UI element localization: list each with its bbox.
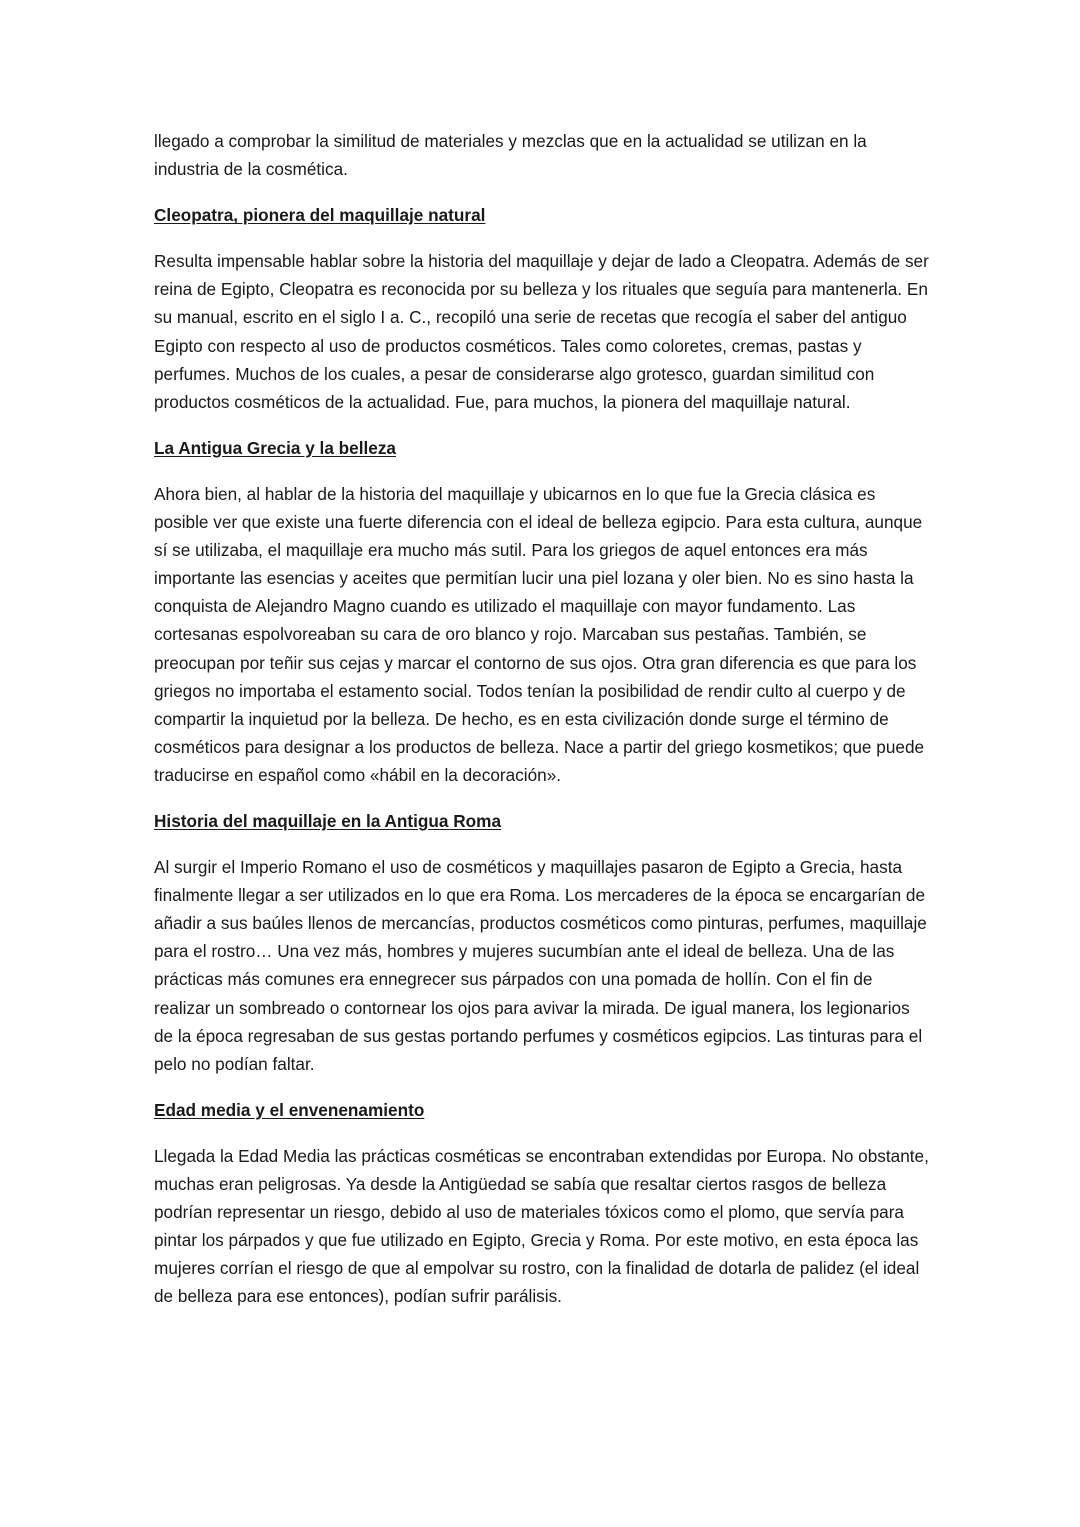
- section-body-cleopatra: Resulta impensable hablar sobre la historia del maquillaje y dejar de lado a Cleopatra. Además de ser reina de Egipto, Cleopatra es reconocida por su belleza y los rituales que seguía para mantenerla. En su manual, escrito en el siglo I a. C., recopiló una serie de recetas que recogía el saber del antiguo Egipto con respecto al uso de productos cosméticos. Tales como coloretes, cremas, pastas y perfumes. Muchos de los cuales, a pesar de considerarse algo grotesco, guardan similitud con productos cosméticos de la actualidad. Fue, para muchos, la pionera del maquillaje natural.: [154, 251, 929, 412]
- section-heading-roma: Historia del maquillaje en la Antigua Roma: [154, 810, 502, 831]
- intro-paragraph: llegado a comprobar la similitud de materiales y mezclas que en la actualidad se utilizan en la industria de la cosmética.: [154, 131, 867, 180]
- section-heading-grecia: La Antigua Grecia y la belleza: [154, 437, 396, 458]
- section-heading-edad-media: Edad media y el envenenamiento: [154, 1099, 425, 1120]
- section-body-grecia: Ahora bien, al hablar de la historia del maquillaje y ubicarnos en lo que fue la Grecia clásica es posible ver que existe una fuerte diferencia con el ideal de belleza egipcio. Para esta cultura, aunque sí se utilizaba, el maquillaje era mucho más sutil. Para los griegos de aquel entonces era más importante las esencias y aceites que permitían lucir una piel lozana y oler bien. No es sino hasta la conquista de Alejandro Magno cuando es utilizado el maquillaje con mayor fundamento. Las cortesanas espolvoreaban su cara de oro blanco y rojo. Marcaban sus pestañas. También, se preocupan por teñir sus cejas y marcar el contorno de sus ojos. Otra gran diferencia es que para los griegos no importaba el estamento social. Todos tenían la posibilidad de rendir culto al cuerpo y de compartir la inquietud por la belleza. De hecho, es en esta civilización donde surge el término de cosméticos para designar a los productos de belleza. Nace a partir del griego kosmetikos; que puede traducirse en español como «hábil en la decoración».: [154, 483, 925, 785]
- section-body-edad-media: Llegada la Edad Media las prácticas cosméticas se encontraban extendidas por Europa. No obstante, muchas eran peligrosas. Ya desde la Antigüedad se sabía que resaltar ciertos rasgos de belleza podrían representar un riesgo, debido al uso de materiales tóxicos como el plomo, que servía para pintar los párpados y que fue utilizado en Egipto, Grecia y Roma. Por este motivo, en esta época las mujeres corrían el riesgo de que al empolvar su rostro, con la finalidad de dotarla de palidez (el ideal de belleza para ese entonces), podían sufrir parálisis.: [154, 1145, 929, 1307]
- document-page: [154, 127, 929, 1328]
- section-heading-cleopatra: Cleopatra, pionera del maquillaje natural: [154, 205, 486, 226]
- section-body-roma: Al surgir el Imperio Romano el uso de cosméticos y maquillajes pasaron de Egipto a Grecia, hasta finalmente llegar a ser utilizados en lo que era Roma. Los mercaderes de la época se encargarían de añadir a sus baúles llenos de mercancías, productos cosméticos como pinturas, perfumes, maquillaje para el rostro… Una vez más, hombres y mujeres sucumbían ante el ideal de belleza. Una de las prácticas más comunes era ennegrecer sus párpados con una pomada de hollín. Con el fin de realizar un sombreado o contornear los ojos para avivar la mirada. De igual manera, los legionarios de la época regresaban de sus gestas portando perfumes y cosméticos egipcios. Las tinturas para el pelo no podían faltar.: [154, 857, 927, 1074]
